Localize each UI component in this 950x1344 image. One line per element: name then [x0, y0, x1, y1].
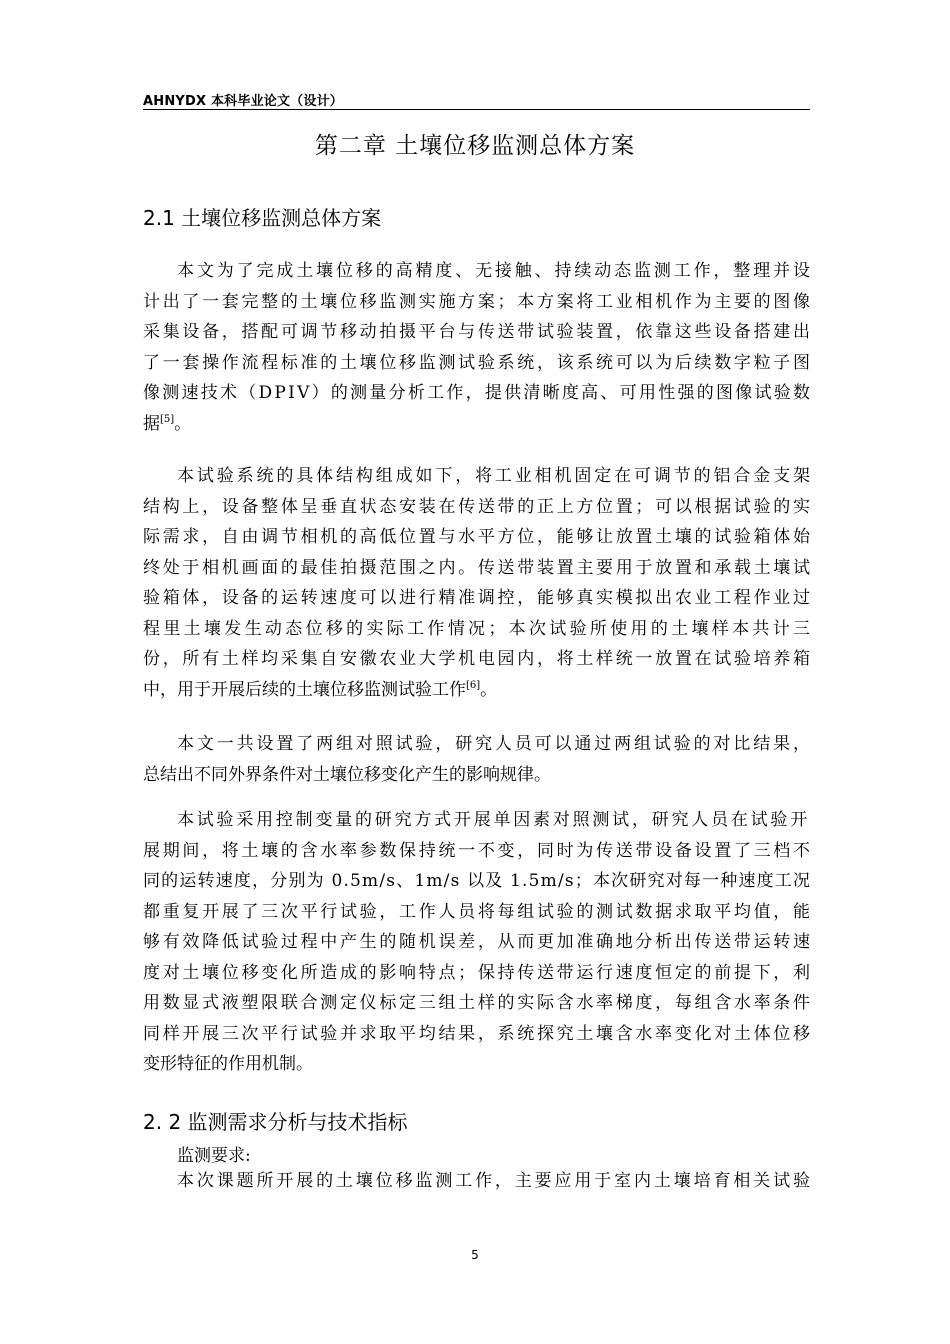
section-heading-2-1: 2.1 土壤位移监测总体方案 — [143, 206, 382, 230]
paragraph-text: 。 — [174, 413, 192, 434]
paragraph-line: 同的运转速度，分别为 0.5m/s、1m/s 以及 1.5m/s；本次研究对每一种速度工况 — [143, 871, 812, 891]
paragraph-line: 像测速技术（DPIV）的测量分析工作，提供清晰度高、可用性强的图像试验数 — [143, 383, 813, 403]
paragraph-line: 了一套操作流程标准的土壤位移监测试验系统，该系统可以为后续数字粒子图 — [143, 352, 813, 373]
paragraph-line: 终处于相机画面的最佳拍摄范围之内。传送带装置主要用于放置和承载土壤试 — [143, 557, 813, 578]
paragraph-5 — [143, 1166, 813, 1197]
paragraph-1 — [143, 256, 813, 439]
paragraph-line: 都重复开展了三次平行试验，工作人员将每组试验的测试数据求取平均值，能 — [143, 901, 813, 922]
paragraph-text: 据 — [143, 413, 160, 434]
paragraph-line: 度对土壤位移变化所造成的影响特点；保持传送带运行速度恒定的前提下，利 — [143, 962, 813, 983]
paragraph-3 — [143, 729, 813, 790]
citation-marker: [5] — [160, 413, 175, 425]
paragraph-4 — [143, 805, 813, 1080]
paragraph-line: 结构上，设备整体呈垂直状态安装在传送带的正上方位置；可以根据试验的实 — [143, 496, 813, 517]
paragraph-line: 本文为了完成土壤位移的高精度、无接触、持续动态监测工作，整理并设 — [177, 261, 813, 281]
header-divider — [143, 109, 810, 110]
paragraph-line: 本文一共设置了两组对照试验，研究人员可以通过两组试验的对比结果， — [177, 734, 813, 754]
paragraph-line: 本次课题所开展的土壤位移监测工作，主要应用于室内土壤培育相关试验 — [177, 1171, 813, 1191]
paragraph-line: 本试验系统的具体结构组成如下，将工业相机固定在可调节的铝合金支架 — [177, 466, 813, 486]
paragraph-line: 变形特征的作用机制。 — [143, 1054, 313, 1074]
monitoring-requirements-label: 监测要求: — [177, 1146, 251, 1166]
page-number: 5 — [471, 1248, 479, 1262]
chapter-title: 第二章 土壤位移监测总体方案 — [314, 133, 636, 159]
section-heading-2-2: 2. 2 监测需求分析与技术指标 — [143, 1110, 408, 1134]
paragraph-line: 份，所有土样均采集自安徽农业大学机电园内，将土样统一放置在试验培养箱 — [143, 649, 813, 669]
paragraph-text: 中，用于开展后续的土壤位移监测试验工作 — [143, 679, 466, 700]
paragraph-line: 计出了一套完整的土壤位移监测实施方案；本方案将工业相机作为主要的图像 — [143, 291, 813, 312]
paragraph-line: 验箱体，设备的运转速度可以进行精准调控，能够真实模拟出农业工程作业过 — [143, 588, 813, 608]
paragraph-line: 采集设备，搭配可调节移动拍摄平台与传送带试验装置，依靠这些设备搭建出 — [143, 322, 813, 342]
paragraph-line — [143, 409, 810, 440]
paragraph-line: 够有效降低试验过程中产生的随机误差，从而更加准确地分析出传送带运转速 — [143, 932, 813, 952]
paragraph-text: 。 — [480, 679, 498, 700]
citation-marker: [6] — [466, 679, 481, 691]
paragraph-line: 程里土壤发生动态位移的实际工作情况；本次试验所使用的土壤样本共计三 — [143, 618, 814, 639]
paragraph-line: 总结出不同外界条件对土壤位移变化产生的影响规律。 — [143, 764, 551, 785]
paragraph-line: 同样开展三次平行试验并求取平均结果，系统探究土壤含水率变化对土体位移 — [143, 1023, 813, 1044]
paragraph-line: 用数显式液塑限联合测定仪标定三组土样的实际含水率梯度，每组含水率条件 — [143, 993, 813, 1013]
paragraph-line: 本试验采用控制变量的研究方式开展单因素对照测试，研究人员在试验开 — [177, 810, 810, 830]
paragraph-2 — [143, 461, 814, 705]
paragraph-line: 际需求，自由调节相机的高低位置与水平方位，能够让放置土壤的试验箱体始 — [143, 527, 813, 547]
paragraph-line: 展期间，将土壤的含水率参数保持统一不变，同时为传送带设备设置了三档不 — [143, 840, 813, 861]
paragraph-line — [143, 675, 810, 706]
running-header: AHNYDX 本科毕业论文（设计） — [143, 94, 343, 109]
